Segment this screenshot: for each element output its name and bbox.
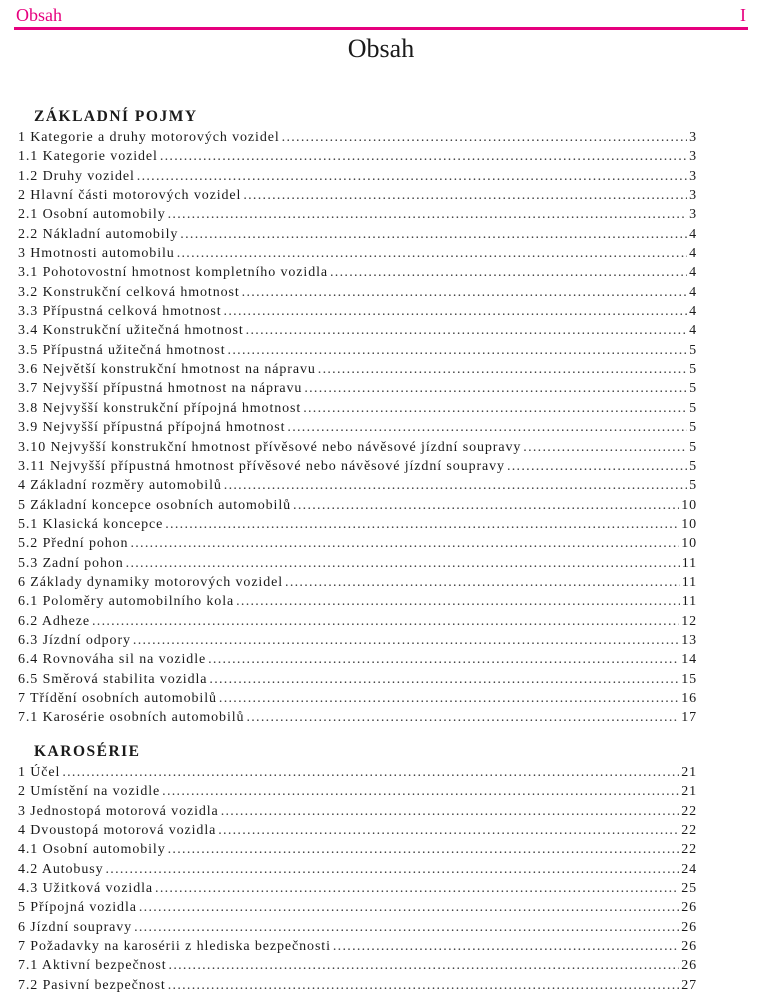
toc-entry-page: 21 (681, 765, 697, 780)
toc-entry-title: 3.5 Přípustná užitečná hmotnost (18, 342, 226, 358)
toc-entry-page: 12 (681, 613, 697, 629)
toc-entry-page: 5 (689, 400, 697, 416)
toc-entry-title: 7 Třídění osobních automobilů (18, 690, 217, 706)
toc-entry-page: 16 (681, 690, 697, 706)
dot-leader (224, 476, 687, 495)
toc-entry[interactable] (18, 860, 697, 879)
toc-entry-page: 26 (681, 939, 697, 955)
toc-entry[interactable] (18, 592, 697, 611)
dot-leader (165, 515, 679, 534)
toc-entry-title: 6.4 Rovnováha sil na vozidle (18, 652, 207, 668)
toc-entry[interactable] (18, 670, 697, 689)
dot-leader (92, 612, 679, 631)
toc-entry[interactable] (18, 379, 697, 398)
toc-entry[interactable] (18, 763, 697, 782)
toc-entry[interactable] (18, 708, 697, 727)
dot-leader (208, 650, 679, 669)
dot-leader (333, 937, 679, 956)
toc-entry-title: 2.2 Nákladní automobily (18, 226, 179, 242)
toc-entry-page: 22 (681, 842, 697, 858)
toc-entry[interactable] (18, 244, 697, 263)
section-heading: KAROSÉRIE (34, 743, 141, 760)
dot-leader (139, 898, 679, 917)
toc-entry-title: 3.9 Nejvyšší přípustná přípojná hmotnost (18, 420, 286, 436)
toc-entry-page: 10 (681, 516, 697, 532)
toc-entry[interactable] (18, 840, 697, 859)
dot-leader (218, 821, 679, 840)
dot-leader (228, 341, 688, 360)
dot-leader (224, 302, 688, 321)
toc-entry-title: 3.6 Největší konstrukční hmotnost na nápravu (18, 362, 316, 378)
dot-leader (155, 879, 679, 898)
toc-entry[interactable] (18, 457, 697, 476)
toc-entry-title: 3 Hmotnosti automobilu (18, 246, 175, 262)
toc-entry[interactable] (18, 879, 697, 898)
section-heading: ZÁKLADNÍ POJMY (34, 108, 198, 125)
toc-entry-title: 5.3 Zadní pohon (18, 555, 124, 571)
page-title: Obsah (347, 34, 415, 63)
dot-leader (523, 438, 687, 457)
toc-entry[interactable] (18, 225, 697, 244)
dot-leader (168, 976, 679, 995)
toc-section-karoserie (18, 741, 697, 995)
toc-entry[interactable] (18, 496, 697, 515)
toc-entry-page: 4 (689, 246, 697, 262)
toc-entry-page: 5 (689, 420, 697, 436)
toc-entry[interactable] (18, 976, 697, 995)
toc-entry[interactable] (18, 438, 697, 457)
toc-entry-page: 10 (681, 536, 697, 552)
toc-entry-page: 22 (681, 803, 697, 819)
toc-entry[interactable] (18, 918, 697, 937)
toc-entry[interactable] (18, 782, 697, 801)
toc-entry-page: 13 (681, 632, 697, 648)
toc-entry-title: 3.10 Nejvyšší konstrukční hmotnost přívěsové nebo návěsové jízdní soupravy (18, 439, 522, 455)
toc-entry-page: 11 (681, 574, 697, 590)
dot-leader (160, 147, 687, 166)
toc-entry-page: 22 (681, 823, 697, 839)
toc-entry-title: 3.4 Konstrukční užitečná hmotnost (18, 323, 244, 339)
toc-entry[interactable] (18, 476, 697, 495)
toc-entry-title: 4 Dvoustopá motorová vozidla (18, 823, 217, 839)
toc-entry-page: 5 (689, 362, 697, 378)
toc-entry-page: 5 (689, 342, 697, 358)
toc-entry-title: 7.1 Karosérie osobních automobilů (18, 710, 245, 726)
dot-leader (209, 670, 679, 689)
toc-entry-page: 3 (689, 188, 697, 204)
toc-entry-title: 2 Hlavní části motorových vozidel (18, 188, 242, 204)
toc-entry-page: 4 (689, 284, 697, 300)
header-page-number: I (740, 5, 746, 25)
dot-leader (246, 708, 679, 727)
dot-leader (304, 379, 687, 398)
toc-entry-title: 4.3 Užitková vozidla (18, 881, 154, 897)
toc-entry-page: 21 (681, 784, 697, 800)
toc-section-zakladni-pojmy (18, 106, 697, 728)
toc-entry[interactable] (18, 341, 697, 360)
toc-entry[interactable] (18, 689, 697, 708)
toc-entry[interactable] (18, 573, 697, 592)
dot-leader (130, 534, 679, 553)
toc-entry-title: 3 Jednostopá motorová vozidla (18, 803, 219, 819)
toc-entry[interactable] (18, 147, 697, 166)
toc-entry-title: 2 Umístění na vozidle (18, 784, 161, 800)
toc-entry-title: 6.1 Poloměry automobilního kola (18, 594, 235, 610)
toc-entry-page: 11 (681, 555, 697, 571)
dot-leader (126, 554, 680, 573)
dot-leader (180, 225, 687, 244)
dot-leader (285, 573, 680, 592)
toc-entry-title: 6 Základy dynamiky motorových vozidel (18, 574, 284, 590)
toc-entry-page: 3 (689, 168, 697, 184)
toc-entry-title: 4.1 Osobní automobily (18, 842, 166, 858)
toc-entry-page: 5 (689, 478, 697, 494)
toc-entry[interactable] (18, 515, 697, 534)
toc-entry[interactable] (18, 631, 697, 650)
toc-entry-page: 26 (681, 919, 697, 935)
toc-entry-page: 27 (681, 977, 697, 993)
toc-entry-page: 17 (681, 710, 697, 726)
dot-leader (282, 128, 687, 147)
toc-entry[interactable] (18, 302, 697, 321)
dot-leader (318, 360, 687, 379)
toc-entry[interactable] (18, 802, 697, 821)
toc-entry[interactable] (18, 167, 697, 186)
dot-leader (137, 167, 687, 186)
toc-entry-title: 6.5 Směrová stabilita vozidla (18, 671, 208, 687)
toc-entry[interactable] (18, 418, 697, 437)
toc-entry-title: 7 Požadavky na karosérii z hlediska bezpečnosti (18, 939, 331, 955)
toc-entry[interactable] (18, 937, 697, 956)
toc-entry[interactable] (18, 399, 697, 418)
toc-entry-title: 3.3 Přípustná celková hmotnost (18, 304, 222, 320)
dot-leader (177, 244, 687, 263)
dot-leader (168, 205, 687, 224)
toc-entry[interactable] (18, 128, 697, 147)
toc-entry-title: 3.8 Nejvyšší konstrukční přípojná hmotnost (18, 400, 302, 416)
toc-entry[interactable] (18, 612, 697, 631)
toc-entry-page: 4 (689, 226, 697, 242)
toc-entry[interactable] (18, 205, 697, 224)
toc-entry[interactable] (18, 534, 697, 553)
toc-entry-title: 6.2 Adheze (18, 613, 90, 629)
dot-leader (219, 689, 679, 708)
toc-entry[interactable] (18, 263, 697, 282)
toc-entry-title: 4 Základní rozměry automobilů (18, 478, 222, 494)
toc-entry-title: 7.2 Pasivní bezpečnost (18, 977, 166, 993)
toc-entry-page: 15 (681, 671, 697, 687)
toc-entry-page: 4 (689, 323, 697, 339)
toc-entry[interactable] (18, 956, 697, 975)
toc-entry-page: 4 (689, 265, 697, 281)
toc-entry-page: 5 (689, 458, 697, 474)
dot-leader (236, 592, 680, 611)
dot-leader (168, 840, 680, 859)
dot-leader (507, 457, 687, 476)
toc-entry[interactable] (18, 321, 697, 340)
toc-entry-page: 25 (681, 881, 697, 897)
dot-leader (293, 496, 679, 515)
toc-entry-page: 10 (681, 497, 697, 513)
toc-entry-title: 5.1 Klasická koncepce (18, 516, 164, 532)
dot-leader (243, 186, 687, 205)
toc-entry-page: 26 (681, 958, 697, 974)
toc-entry[interactable] (18, 650, 697, 669)
dot-leader (62, 763, 679, 782)
header-section-name: Obsah (16, 5, 62, 25)
dot-leader (169, 956, 680, 975)
toc-entry-title: 6 Jízdní soupravy (18, 919, 133, 935)
toc-entry[interactable] (18, 283, 697, 302)
dot-leader (105, 860, 679, 879)
toc-entry-page: 26 (681, 900, 697, 916)
toc-entry-page: 3 (689, 130, 697, 145)
toc-entry-title: 3.1 Pohotovostní hmotnost kompletního vozidla (18, 265, 328, 281)
toc-entry[interactable] (18, 821, 697, 840)
toc-entry[interactable] (18, 898, 697, 917)
toc-entry-title: 5.2 Přední pohon (18, 536, 129, 552)
toc-entry-title: 5 Základní koncepce osobních automobilů (18, 497, 292, 513)
toc-entry-title: 3.11 Nejvyšší přípustná hmotnost přívěsové nebo návěsové jízdní soupravy (18, 458, 505, 474)
dot-leader (287, 418, 687, 437)
toc-entry-page: 3 (689, 207, 697, 223)
running-header (14, 5, 748, 30)
toc-entry-title: 3.2 Konstrukční celková hmotnost (18, 284, 240, 300)
dot-leader (246, 321, 687, 340)
dot-leader (162, 782, 679, 801)
dot-leader (303, 399, 687, 418)
toc-entry-page: 3 (689, 149, 697, 165)
toc-entry-page: 5 (689, 439, 697, 455)
toc-entry-title: 4.2 Autobusy (18, 861, 104, 877)
dot-leader (242, 283, 687, 302)
dot-leader (133, 631, 679, 650)
toc-entry-title: 3.7 Nejvyšší přípustná hmotnost na nápravu (18, 381, 303, 397)
toc-entry-title: 2.1 Osobní automobily (18, 207, 166, 223)
toc-entry[interactable] (18, 186, 697, 205)
toc-entry[interactable] (18, 360, 697, 379)
toc-entry-title: 1.2 Druhy vozidel (18, 168, 135, 184)
toc-entry-title: 1 Kategorie a druhy motorových vozidel (18, 130, 280, 145)
toc-entry-title: 7.1 Aktivní bezpečnost (18, 958, 167, 974)
toc-entry-page: 4 (689, 304, 697, 320)
dot-leader (134, 918, 679, 937)
toc-entry-title: 1 Účel (18, 765, 61, 780)
toc-entry-page: 24 (681, 861, 697, 877)
toc-entry-title: 1.1 Kategorie vozidel (18, 149, 158, 165)
toc-entry-title: 5 Přípojná vozidla (18, 900, 137, 916)
dot-leader (221, 802, 680, 821)
toc-entry-page: 14 (681, 652, 697, 668)
toc-entry[interactable] (18, 554, 697, 573)
toc-entry-page: 5 (689, 381, 697, 397)
toc-entry-page: 11 (681, 594, 697, 610)
toc-entry-title: 6.3 Jízdní odpory (18, 632, 131, 648)
dot-leader (330, 263, 687, 282)
